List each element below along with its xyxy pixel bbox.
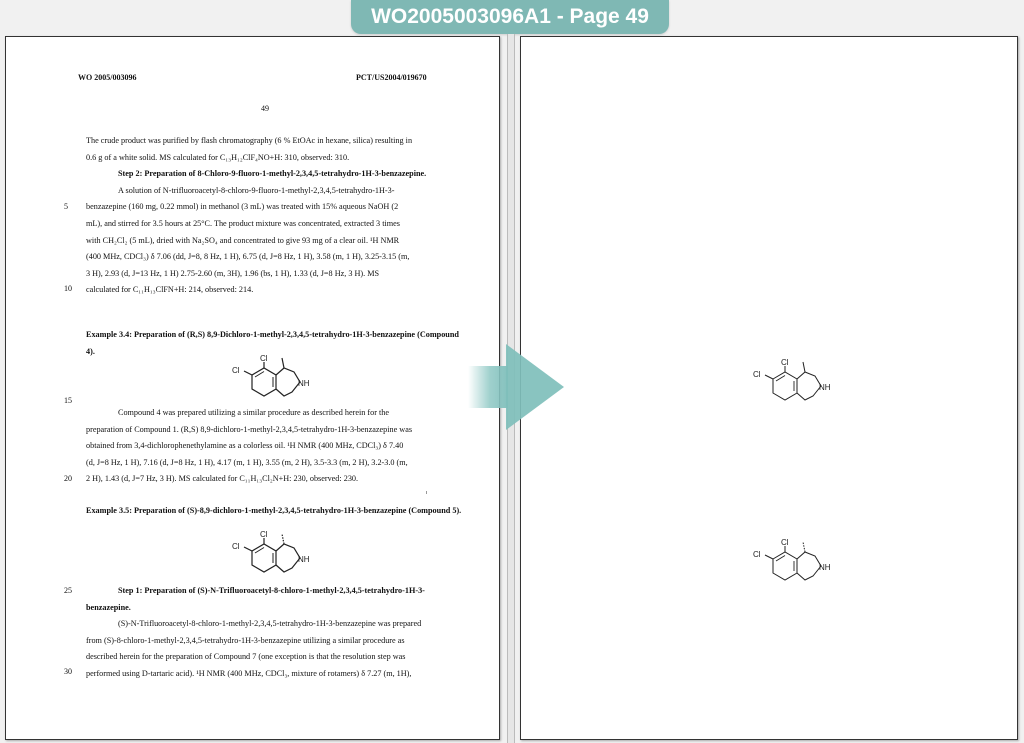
text-line: from (S)-8-chloro-1-methyl-2,3,4,5-tetrahydro-1H-3-benzazepine utilizing a similar procedure as: [86, 635, 405, 645]
compound-5-structure: [228, 531, 318, 589]
text-line: performed using D-tartaric acid). ¹H NMR (400 MHz, CDCl₃, mixture of rotamers) δ 7.27 (m, 1H),: [86, 668, 412, 678]
page-number: 49: [261, 104, 269, 113]
text-line: 0.6 g of a white solid. MS calculated for C₁₃H₁₂ClF₄NO+H: 310, observed: 310.: [86, 152, 350, 162]
svg-text:NH: NH: [819, 563, 831, 572]
scan-mark: [426, 491, 427, 494]
extracted-page: [520, 36, 1018, 740]
svg-text:Cl: Cl: [232, 366, 240, 375]
text-line: 2 H), 1.43 (d, J=7 Hz, 3 H). MS calculated for C₁₁H₁₃Cl₂N+H: 230, observed: 230.: [86, 474, 359, 484]
header-right: PCT/US2004/019670: [356, 73, 427, 82]
svg-text:Cl: Cl: [260, 355, 268, 363]
text-block-1: [86, 133, 466, 299]
text-line: mL), and stirred for 3.5 hours at 25°C. The product mixture was concentrated, extracted 3 times: [86, 218, 400, 228]
header-left: WO 2005/003096: [78, 73, 137, 82]
text-line: (S)-N-Trifluoroacetyl-8-chloro-1-methyl-2,3,4,5-tetrahydro-1H-3-benzazepine was prepared: [118, 619, 422, 629]
text-line: (d, J=8 Hz, 1 H), 7.16 (d, J=8 Hz, 1 H), 4.17 (m, 1 H), 3.55 (m, 2 H), 3.5-3.3 (m, 2 H), 3.2-3.0 (m,: [86, 457, 408, 467]
example34-title: Example 3.4: Preparation of (R,S) 8,9-Dichloro-1-methyl-2,3,4,5-tetrahydro-1H-3-benzazepine (Compound 4).: [86, 330, 459, 356]
svg-text:NH: NH: [298, 379, 310, 388]
text-line: obtained from 3,4-dichlorophenethylamine as a colorless oil. ¹H NMR (400 MHz, CDCl₃) δ 7.40: [86, 441, 404, 451]
svg-text:Cl: Cl: [753, 550, 761, 559]
text-line: A solution of N-trifluoroacetyl-8-chloro-9-fluoro-1-methyl-2,3,4,5-tetrahydro-1H-3-: [118, 185, 395, 195]
extracted-structure-2: [749, 539, 839, 597]
text-block-2: [86, 405, 466, 488]
arrow-right-icon: [468, 344, 564, 430]
svg-text:Cl: Cl: [753, 370, 761, 379]
text-block-3: [86, 583, 466, 683]
line-number: 30: [64, 667, 72, 676]
text-line: with CH₂Cl₂ (5 mL), dried with Na₂SO₄ and concentrated to give 93 mg of a clear oil. ¹H NMR: [86, 235, 400, 245]
line-number: 10: [64, 284, 72, 293]
svg-text:NH: NH: [819, 383, 831, 392]
text-line: 3 H), 2.93 (d, J=13 Hz, 1 H) 2.75-2.60 (m, 3H), 1.96 (bs, 1 H), 1.33 (d, J=8 Hz, 3 H). MS: [86, 268, 380, 278]
extracted-structure-1: [749, 359, 839, 417]
svg-text:Cl: Cl: [232, 542, 240, 551]
svg-text:Cl: Cl: [781, 539, 789, 547]
step1-title: Step 1: Preparation of (S)-N-Trifluoroacetyl-8-chloro-1-methyl-2,3,4,5-tetrahydro-1H-3-benzazepine.: [86, 586, 425, 612]
line-number: 5: [64, 202, 68, 211]
line-number: 25: [64, 586, 72, 595]
text-line: Compound 4 was prepared utilizing a similar procedure as described herein for the: [118, 408, 390, 417]
text-line: benzazepine (160 mg, 0.22 mmol) in methanol (3 mL) was treated with 15% aqueous NaOH (2: [86, 202, 399, 212]
source-page: [5, 36, 500, 740]
example35-title: Example 3.5: Preparation of (S)-8,9-dichloro-1-methyl-2,3,4,5-tetrahydro-1H-3-benzazepine (Compound 5).: [86, 506, 462, 515]
line-number: 20: [64, 474, 72, 483]
text-line: The crude product was purified by flash chromatography (6 % EtOAc in hexane, silica) resulting in: [86, 136, 413, 145]
svg-text:Cl: Cl: [260, 531, 268, 539]
text-line: calculated for C₁₁H₁₃ClFN+H: 214, observed: 214.: [86, 285, 254, 295]
svg-text:Cl: Cl: [781, 359, 789, 367]
text-line: (400 MHz, CDCl₃) δ 7.06 (dd, J=8, 8 Hz, 1 H), 6.75 (d, J=8 Hz, 1 H), 3.58 (m, 1 H), 3.25-3.15 (m,: [86, 252, 410, 262]
step2-title: Step 2: Preparation of 8-Chloro-9-fluoro-1-methyl-2,3,4,5-tetrahydro-1H-3-benzazepine.: [118, 169, 427, 179]
svg-text:NH: NH: [298, 555, 310, 564]
text-line: preparation of Compound 1. (R,S) 8,9-dichloro-1-methyl-2,3,4,5-tetrahydro-1H-3-benzazepine was: [86, 424, 413, 434]
viewer-title: WO2005003096A1 - Page 49: [351, 0, 669, 34]
line-number: 15: [64, 396, 72, 405]
text-line: described herein for the preparation of Compound 7 (one exception is that the resolution step was: [86, 652, 406, 662]
